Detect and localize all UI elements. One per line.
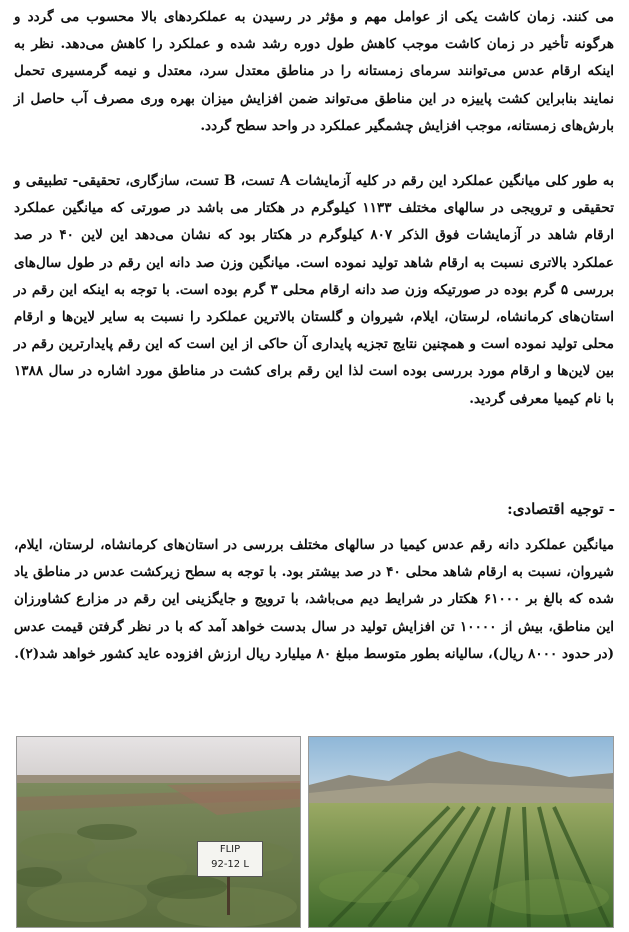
lentil-plot-image xyxy=(17,737,300,927)
sign-text-line2: 92-12 L xyxy=(211,859,249,870)
lentil-field-landscape-image xyxy=(309,737,613,927)
plot-label-sign xyxy=(197,841,263,877)
paragraph-economic-justification: میانگین عملکرد دانه رقم عدس کیمیا در سالهای مختلف بررسی در استان‌های کرمانشاه، لرستان، ایلام، شیروان، نسبت به ارقام شاهد محلی ۴۰ در صد بیشتر بود. با توجه به سطح زیرکشت عدس در مناطق یاد شده که بالغ بر ۶۱۰۰۰ هکتار در شرایط دیم می‌باشد، با ترویج و جایگزینی این رقم در مزارع کشاورزان این مناطق، بیش از ۱۰۰۰۰ تن افزایش تولید در سال بدست خواهد آمد که با در نظر گرفتن قیمت عدس (در حدود ۸۰۰۰ ریال)، سالیانه بطور متوسط مبلغ ۸۰ میلیارد ریال ارزش افزوده عاید کشور خواهد شد(۲). xyxy=(14,537,615,662)
paragraph-planting-time: می کنند. زمان کاشت یکی از عوامل مهم و مؤثر در رسیدن به عملکردهای بالا محسوب می گردد و هرگونه تأخیر در زمان کاشت موجب کاهش طول دوره رشد شده و عملکرد را کاهش می‌دهد. نظر به اینکه ارقام عدس می‌توانند سرمای زمستانه را در مناطق معتدل سرد، معتدل و نیمه گرمسیری تحمل نمایند بنابراین کشت پاییزه در این مناطق می‌تواند ضمن افزایش میزان بهره وری مصرف آب حاصل از بارش‌های زمستانه، موجب افزایش چشمگیر عملکرد در واحد سطح گردد. xyxy=(14,9,614,134)
paragraph-yield-results: به طور کلی میانگین عملکرد این رقم در کلیه آزمایشات A تست، B تست، سازگاری، تحقیقی- تطبیقی و تحقیقی و ترویجی در سالهای مختلف ۱۱۳۳ کیلوگرم در هکتار می باشد در صورتی که میانگین عملکرد ارقام شاهد در آزمایشات فوق الذکر ۸۰۷ کیلوگرم در هکتار بود که نشان می‌دهد این لاین ۴۰ در صد عملکرد بالاتری نسبت به ارقام شاهد تولید نموده است. میانگین وزن صد دانه این رقم در طول سال‌های بررسی ۵ گرم بوده در صورتیکه وزن صد دانه ارقام محلی ۳ گرم بوده است. با توجه به اینکه این رقم در استان‌های کرمانشاه، لرستان، ایلام، شیروان و گلستان بالاترین عملکرد را نسبت به سایر لاین‌ها و ارقام محلی تولید نموده است و همچنین نتایج تجزیه پایداری آن حاکی از این است که این رقم پایدارترین رقم در بین لاین‌ها و ارقام مورد بررسی بوده است لذا این رقم برای کشت در مناطق مورد اشاره در سال ۱۳۸۸ با نام کیمیا معرفی گردید. xyxy=(14,173,615,407)
lentil-field-landscape-photo xyxy=(308,736,614,928)
sign-text-line1: FLIP xyxy=(219,844,241,855)
lentil-plot-photo xyxy=(16,736,301,928)
section-heading-economic: - توجیه اقتصادی: xyxy=(507,500,615,518)
sign-post xyxy=(227,875,230,915)
